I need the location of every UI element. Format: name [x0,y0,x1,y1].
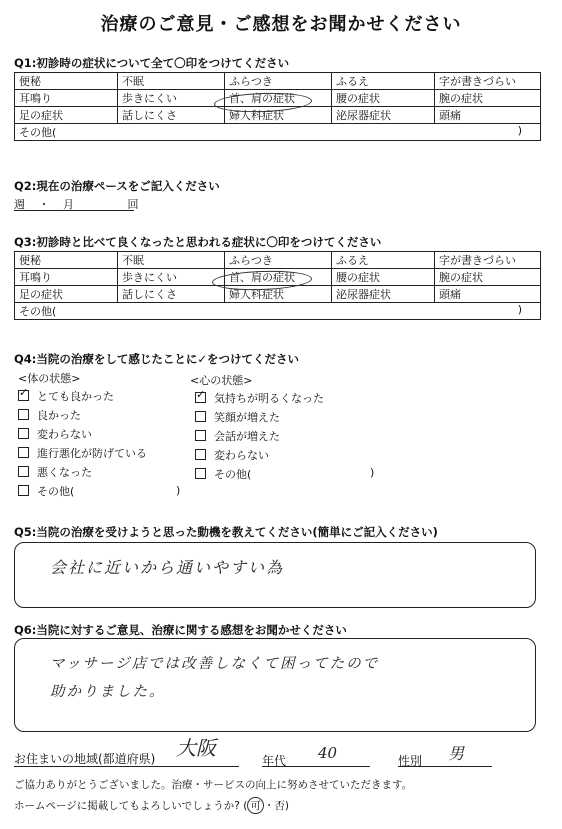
checkbox[interactable] [195,411,206,422]
symptom-cell[interactable]: 歩きにくい [118,269,225,286]
q2-sep: ・ [38,198,50,211]
q3-other-label: その他( [19,305,57,318]
symptom-cell[interactable]: 腰の症状 [332,269,435,286]
checkbox-label: 変わらない [214,449,269,462]
q4-body-label: <体の状態> [18,372,81,385]
q1-other-label: その他( [19,126,57,139]
checkbox[interactable] [18,409,29,420]
checkbox-item[interactable] [195,447,324,466]
checkbox-item[interactable] [18,445,147,464]
thanks-text: ご協力ありがとうございました。治療・サービスの向上に努めさせていただきます。 [14,779,413,791]
checkbox-label: その他( [214,468,252,481]
symptom-cell[interactable]: ふらつき [225,252,332,269]
q5-answer: 会社に近いから通いやすい為 [50,558,285,577]
checkbox-item[interactable] [18,483,147,502]
checkbox-item[interactable] [18,407,147,426]
checkbox-item[interactable] [195,428,324,447]
checkbox-item[interactable] [18,426,147,445]
q4-body-other-close: ) [176,484,181,497]
checkbox-label: 悪くなった [37,466,92,479]
checkbox-item[interactable] [195,409,324,428]
q4-heading: Q4:当院の治療をして感じたことに✓をつけてください [14,352,300,366]
checkbox[interactable] [18,485,29,496]
symptom-cell[interactable]: 耳鳴り [15,269,118,286]
q2-month: 月 [63,198,74,211]
region-label: お住まいの地域(都道府県) [14,752,156,766]
publish-no: 否 [274,800,285,812]
publish-close: ) [284,800,289,812]
page-title: 治療のご意見・ご感想をお聞かせください [100,14,462,35]
symptom-cell[interactable]: 足の症状 [15,107,118,124]
q2-underline [14,210,134,211]
q1-other-close: ) [517,124,522,137]
symptom-cell[interactable]: ふるえ [332,252,435,269]
q1-heading: Q1:初診時の症状について全て〇印をつけてください [14,56,290,70]
symptom-row [15,73,541,90]
checkbox-label: 進行悪化が防げている [37,447,147,460]
checkbox[interactable] [195,468,206,479]
checkbox[interactable] [18,390,29,401]
symptom-cell[interactable]: 頭痛 [435,286,541,303]
age-value: 40 [318,744,338,762]
checkbox-label: 気持ちが明るくなった [214,392,324,405]
gender-underline [398,766,492,767]
age-label: 年代 [262,754,287,768]
q3-other-close: ) [517,303,522,316]
symptom-cell[interactable]: 便秘 [15,252,118,269]
symptom-cell[interactable]: 腕の症状 [435,269,541,286]
publish-question: ホームページに掲載してもよろしいでしょうか? [14,800,240,812]
publish-open: ( [243,800,248,812]
publish-sep: ・ [263,800,275,812]
gender-label: 性別 [398,754,423,768]
q6-heading: Q6:当院に対するご意見、治療に関する感想をお聞かせください [14,623,347,637]
symptom-cell[interactable]: 歩きにくい [118,90,225,107]
symptom-cell[interactable]: 話しにくさ [118,286,225,303]
checkbox[interactable] [195,430,206,441]
q6-answer-line1: マッサージ店では改善しなくて困ってたので [50,656,380,672]
checkbox-label: その他( [37,485,75,498]
checkbox-label: 笑顔が増えた [214,411,280,424]
age-underline [262,766,370,767]
publish-yes: 可 [247,797,264,814]
checkbox-label: 会話が増えた [214,430,280,443]
symptom-cell[interactable]: 不眠 [118,252,225,269]
q4-mind-label: <心の状態> [190,374,253,387]
symptom-cell[interactable]: 腕の症状 [435,90,541,107]
q2-heading: Q2:現在の治療ペースをご記入ください [14,179,220,193]
checkbox[interactable] [195,392,206,403]
symptom-cell[interactable]: 便秘 [15,73,118,90]
checkbox[interactable] [195,449,206,460]
checkbox-label: 変わらない [37,428,92,441]
symptom-cell[interactable]: ふらつき [225,73,332,90]
region-value: 大阪 [176,736,216,760]
q2-week: 週 [14,198,25,211]
checkbox-item[interactable] [195,390,324,409]
symptom-cell[interactable]: 婦人科症状 [225,107,332,124]
checkbox[interactable] [18,447,29,458]
gender-value: 男 [448,744,465,763]
q3-heading: Q3:初診時と比べて良くなったと思われる症状に〇印をつけてください [14,235,382,249]
symptom-cell[interactable]: ふるえ [332,73,435,90]
checkbox-item[interactable] [18,464,147,483]
checkbox-item[interactable] [18,388,147,407]
symptom-cell[interactable]: 泌尿器症状 [332,286,435,303]
symptom-cell[interactable]: 足の症状 [15,286,118,303]
symptom-cell[interactable]: 頭痛 [435,107,541,124]
q6-answer-line2: 助かりました。 [50,684,166,700]
publish-line [14,797,289,814]
symptom-cell[interactable]: 婦人科症状 [225,286,332,303]
checkbox-item[interactable] [195,466,324,485]
checkbox[interactable] [18,466,29,477]
symptom-cell[interactable]: 耳鳴り [15,90,118,107]
q2-times: 回 [127,198,139,211]
checkbox[interactable] [18,428,29,439]
q4-mind-other-close: ) [370,466,375,479]
symptom-cell[interactable]: 字が書きづらい [435,252,541,269]
q4-mind-list [195,390,324,485]
checkbox-label: 良かった [37,409,81,422]
q4-body-list [18,388,147,502]
checkbox-label: とても良かった [37,390,114,403]
symptom-cell[interactable]: 首、肩の症状 [225,269,332,286]
symptom-cell[interactable]: 不眠 [118,73,225,90]
symptom-cell[interactable]: 首、肩の症状 [225,90,332,107]
region-underline [14,766,239,767]
symptom-cell[interactable]: 腰の症状 [332,90,435,107]
symptom-cell[interactable]: 泌尿器症状 [332,107,435,124]
symptom-cell[interactable]: 字が書きづらい [435,73,541,90]
q5-heading: Q5:当院の治療を受けようと思った動機を教えてください(簡単にご記入ください) [14,525,438,539]
symptom-row [15,252,541,269]
symptom-cell[interactable]: 話しにくさ [118,107,225,124]
